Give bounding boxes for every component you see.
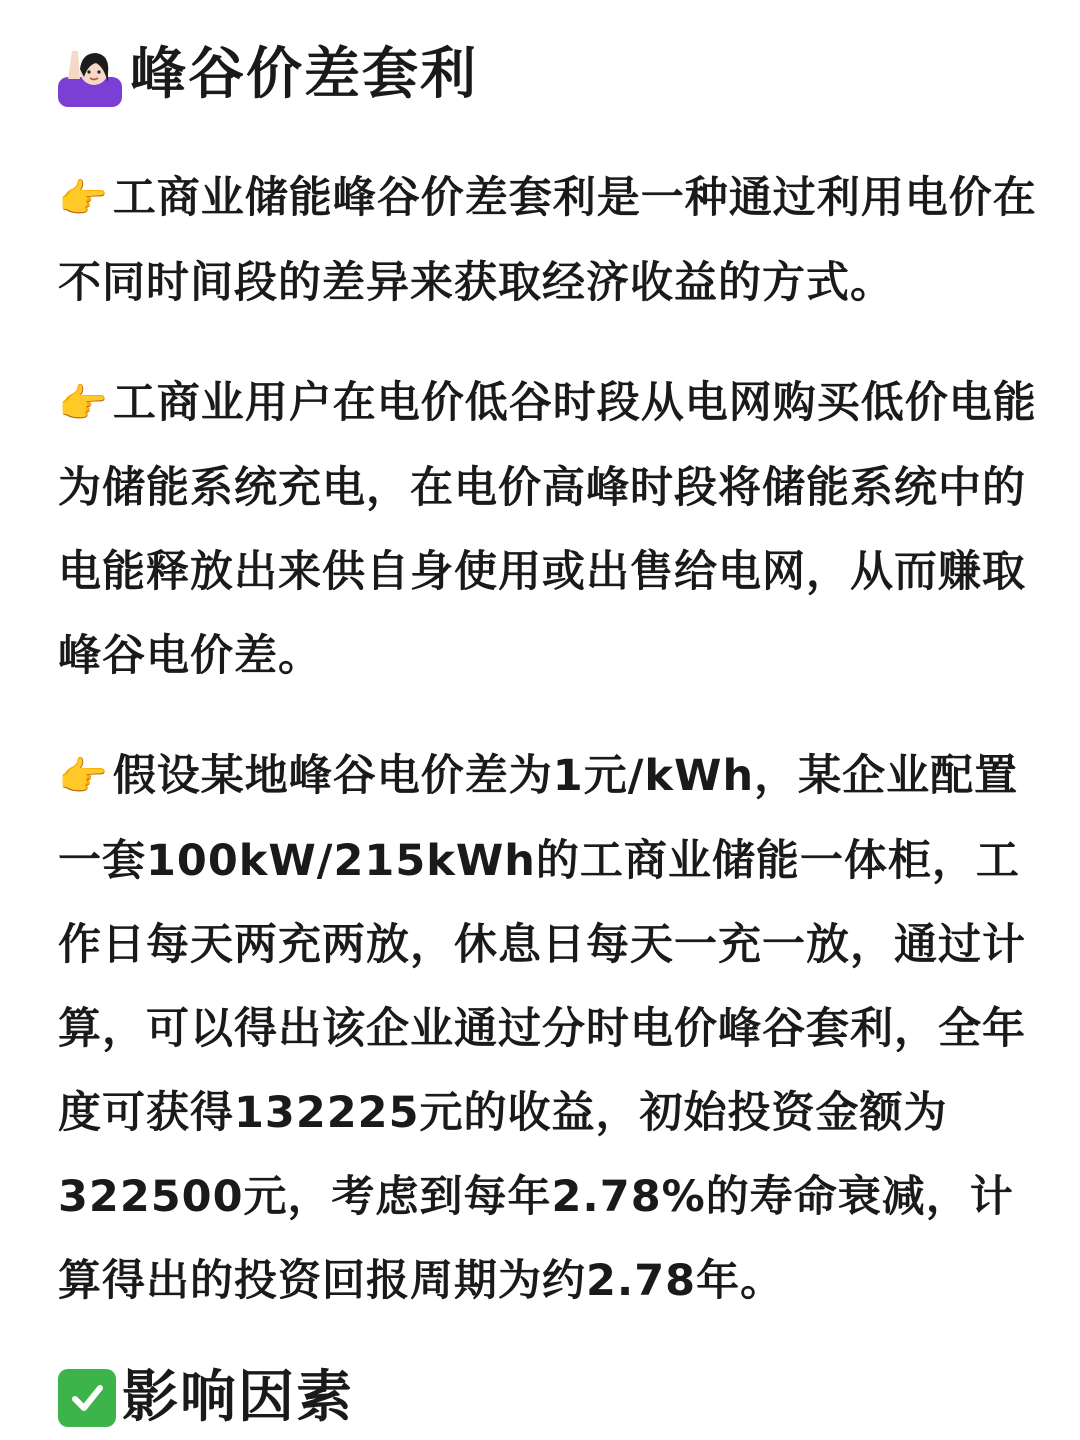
page-title [58, 36, 1048, 114]
check-mark-button-icon [58, 1369, 116, 1427]
paragraph-text: 假设某地峰谷电价差为1元/kWh，某企业配置一套100kW/215kWh的工商业储能一体柜，工作日每天两充两放，休息日每天一充一放，通过计算，可以得出该企业通过分时电价峰谷套利，全年度可获得132225元的收益，初始投资金额为322500元，考虑到每年2.78%的寿命衰减，计算得出的投资回报周期为约2.78年。 [58, 751, 1026, 1306]
page-title-text: 峰谷价差套利 [130, 42, 478, 107]
pointing-right-hand-icon: 👉 [58, 754, 109, 800]
paragraph [58, 361, 1048, 698]
article [58, 36, 1048, 1437]
section-heading-text: 影响因素 [122, 1365, 354, 1430]
section-heading [58, 1359, 1048, 1437]
paragraph-text: 工商业储能峰谷价差套利是一种通过利用电价在不同时间段的差异来获取经济收益的方式。 [58, 173, 1037, 308]
paragraph [58, 734, 1048, 1323]
woman-raising-hand-icon [58, 43, 122, 107]
pointing-right-hand-icon: 👉 [58, 176, 109, 222]
paragraph-text: 工商业用户在电价低谷时段从电网购买低价电能为储能系统充电，在电价高峰时段将储能系统中的电能释放出来供自身使用或出售给电网，从而赚取峰谷电价差。 [58, 378, 1037, 681]
pointing-right-hand-icon: 👉 [58, 381, 109, 427]
paragraph [58, 156, 1048, 325]
